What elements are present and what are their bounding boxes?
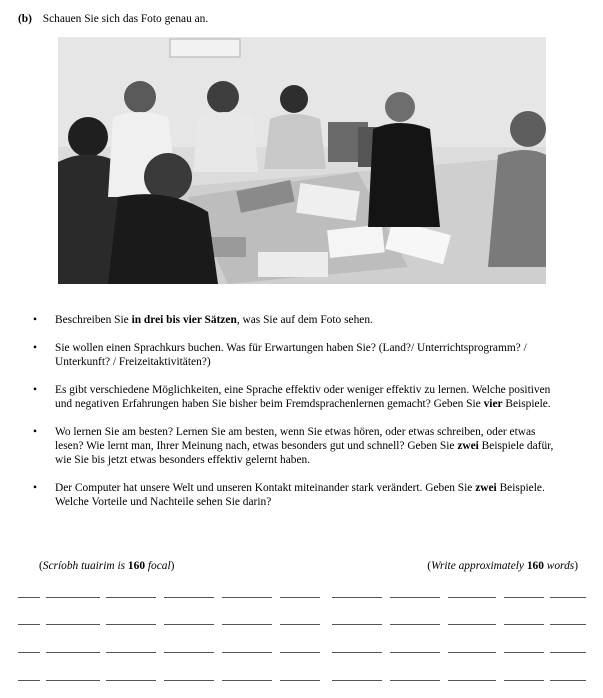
answer-line-segment bbox=[504, 680, 544, 681]
task-list bbox=[33, 313, 563, 523]
answer-line-segment bbox=[46, 652, 100, 653]
answer-line-segment bbox=[164, 624, 214, 625]
answer-line-segment bbox=[106, 680, 156, 681]
answer-line-segment bbox=[504, 597, 544, 598]
answer-line-segment bbox=[448, 597, 496, 598]
answer-line-segment bbox=[504, 624, 544, 625]
answer-line-segment bbox=[222, 652, 272, 653]
answer-line-segment bbox=[332, 624, 382, 625]
answer-line[interactable] bbox=[18, 624, 586, 625]
task-item: • Wo lernen Sie am besten? Lernen Sie am besten, wenn Sie etwas hören, oder etwas schreiben, oder etwas lesen? Wie lernt man, Ihrer Meinung nach, etwas besonders gut und schnell? Geben Sie zwei Beispiele dafür, wie Sie bis jetzt etwas besonders effektiv gelernt haben. bbox=[33, 425, 563, 467]
answer-line-segment bbox=[550, 652, 586, 653]
answer-line-segment bbox=[18, 624, 40, 625]
answer-line-segment bbox=[164, 680, 214, 681]
answer-line-segment bbox=[390, 652, 440, 653]
section-heading bbox=[18, 12, 208, 26]
answer-line-segment bbox=[222, 680, 272, 681]
answer-line-segment bbox=[332, 652, 382, 653]
answer-line-segment bbox=[390, 680, 440, 681]
answer-line-segment bbox=[550, 680, 586, 681]
answer-line-segment bbox=[448, 652, 496, 653]
word-count-irish: (Scríobh tuairim is 160 focal) bbox=[39, 560, 175, 572]
answer-line-segment bbox=[280, 680, 320, 681]
section-label: (b) bbox=[18, 13, 32, 25]
answer-line-segment bbox=[18, 680, 40, 681]
answer-line[interactable] bbox=[18, 597, 586, 598]
answer-line-segment bbox=[18, 652, 40, 653]
answer-line-segment bbox=[448, 624, 496, 625]
answer-line-segment bbox=[106, 597, 156, 598]
answer-line-segment bbox=[390, 624, 440, 625]
answer-line[interactable] bbox=[18, 652, 586, 653]
answer-line-segment bbox=[448, 680, 496, 681]
task-item: • Sie wollen einen Sprachkurs buchen. Was für Erwartungen haben Sie? (Land?/ Unterrichtsprogramm? / Unterkunft? / Freizeitaktivitäten?) bbox=[33, 341, 563, 369]
photo-illustration bbox=[58, 37, 546, 284]
answer-line-segment bbox=[46, 597, 100, 598]
task-item: • Der Computer hat unsere Welt und unseren Kontakt miteinander stark verändert. Geben Sie zwei Beispiele. Welche Vorteile und Nachteile sehen Sie darin? bbox=[33, 481, 563, 509]
answer-line-segment bbox=[46, 624, 100, 625]
answer-line-segment bbox=[332, 597, 382, 598]
answer-line-segment bbox=[390, 597, 440, 598]
answer-line-segment bbox=[164, 652, 214, 653]
answer-line-segment bbox=[280, 597, 320, 598]
answer-line[interactable] bbox=[18, 680, 586, 681]
answer-line-segment bbox=[46, 680, 100, 681]
answer-line-segment bbox=[550, 624, 586, 625]
answer-line-segment bbox=[106, 624, 156, 625]
answer-line-segment bbox=[222, 624, 272, 625]
group-photo bbox=[58, 37, 546, 284]
answer-line-segment bbox=[280, 652, 320, 653]
word-count-english: (Write approximately 160 words) bbox=[427, 560, 578, 572]
answer-line-segment bbox=[550, 597, 586, 598]
task-item: • Beschreiben Sie in drei bis vier Sätzen, was Sie auf dem Foto sehen. bbox=[33, 313, 563, 327]
task-item: • Es gibt verschiedene Möglichkeiten, eine Sprache effektiv oder weniger effektiv zu lernen. Welche positiven und negativen Erfahrungen haben Sie bisher beim Fremdsprachenlernen gemacht? Geben Sie vier Beispiele. bbox=[33, 383, 563, 411]
answer-line-segment bbox=[106, 652, 156, 653]
answer-line-segment bbox=[164, 597, 214, 598]
answer-line-segment bbox=[280, 624, 320, 625]
section-instruction: Schauen Sie sich das Foto genau an. bbox=[42, 13, 209, 25]
answer-line-segment bbox=[332, 680, 382, 681]
answer-line-segment bbox=[222, 597, 272, 598]
answer-line-segment bbox=[504, 652, 544, 653]
answer-line-segment bbox=[18, 597, 40, 598]
